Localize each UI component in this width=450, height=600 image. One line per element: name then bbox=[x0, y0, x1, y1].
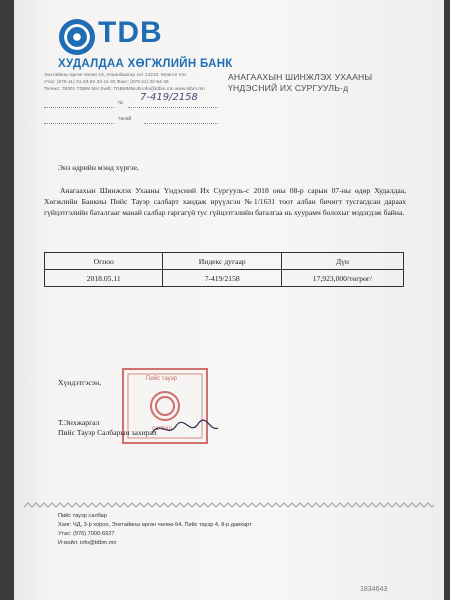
bank-logo bbox=[58, 14, 233, 70]
signer-title: Пийс Тауэр Салбарын захирал bbox=[58, 428, 157, 437]
table-header: Огноо bbox=[45, 253, 163, 270]
footer-address: Хаяг: ЧД, 3-р хороо, Энхтайвны өргөн чөлөө-54, Пийс тауэр 4, 8-р давхарт bbox=[58, 522, 252, 528]
tdb-emblem-icon bbox=[58, 18, 96, 56]
table-cell-amount: 17,923,000/төгрөг/ bbox=[281, 270, 403, 287]
addressee bbox=[228, 72, 372, 94]
bank-name: ХУДАЛДАА ХӨГЖЛИЙН БАНК bbox=[58, 58, 233, 70]
bank-info-line: Энхтайвны өргөн чөлөө 19, Улаанбаатар хот 14210, Монгол Улс bbox=[44, 73, 187, 78]
closing-regards: Хүндэтгэсэн, bbox=[58, 378, 102, 387]
stamp-bottom-text: салбар bbox=[152, 426, 172, 432]
reply-number-line bbox=[144, 123, 218, 124]
table-header: Дүн bbox=[281, 253, 403, 270]
ref-number-line bbox=[128, 107, 218, 108]
footer-email: И-мэйл: info@tdbm.mn bbox=[58, 540, 117, 546]
reply-reference-row bbox=[44, 114, 219, 126]
footer-contact bbox=[58, 512, 252, 548]
guarantee-table bbox=[44, 252, 404, 287]
bank-contact-info bbox=[44, 72, 214, 93]
reply-date-line bbox=[44, 123, 114, 124]
signer-name: Т.Энхжаргал bbox=[58, 418, 100, 427]
ref-number: 7-419/2158 bbox=[140, 92, 198, 103]
serial-number: 1834643 bbox=[360, 586, 388, 593]
on-label: танай bbox=[118, 116, 132, 122]
footer-ornament bbox=[24, 502, 434, 508]
addressee-line: АНАГААХЫН ШИНЖЛЭХ УХААНЫ bbox=[228, 72, 373, 82]
greeting: Энэ өдрийн мэнд хүргэе, bbox=[58, 163, 139, 172]
table-cell-index: 7-419/2158 bbox=[163, 270, 281, 287]
reference-row bbox=[44, 92, 219, 110]
table-header: Индекс дугаар bbox=[163, 253, 281, 270]
footer-phone: Утас: (976) 7000-6927 bbox=[58, 531, 115, 537]
bank-info-line: Телекс: 79301 TDBM MH Swift: TDBMMNUB info@tdbm.mn www.tdbm.mn bbox=[44, 87, 205, 92]
bank-info-line: Утас: (976-11) 31-23-62 33-11-33 Факс: (976-11) 32-54-49 bbox=[44, 80, 169, 85]
date-line bbox=[44, 107, 114, 108]
table-row bbox=[45, 270, 404, 287]
ref-no-label: № bbox=[118, 100, 124, 106]
body-paragraph: Анагаахын Шинжлэх Ухааны Үндэсний Их Сургууль-с 2018 оны 08-р сарын 07-ны өдөр Худалдаа, Хөгжлийн Банкны Пийс Тауэр салбарт хандаж ирүүлсэн №1/1631 тоот албан бичигт тусгагдсан дараах гүйцэтгэлийн баталгааг манай салбар гаргагүй тус гүйцэтгэлийн баталгаа нь хуурамч болохыг мэдэгдэж байна. bbox=[44, 186, 406, 217]
table-header-row bbox=[45, 253, 404, 270]
footer-branch: Пийс тауэр салбар bbox=[58, 513, 107, 519]
table-cell-date: 2018.05.11 bbox=[45, 270, 163, 287]
signature-icon bbox=[150, 418, 220, 440]
brand-wordmark: TDB bbox=[98, 16, 163, 49]
stamp-top-text: Пийс тауэр bbox=[146, 376, 177, 382]
addressee-line: ҮНДЭСНИЙ ИХ СУРГУУЛЬ-д bbox=[228, 83, 349, 93]
signer-block bbox=[58, 418, 157, 438]
